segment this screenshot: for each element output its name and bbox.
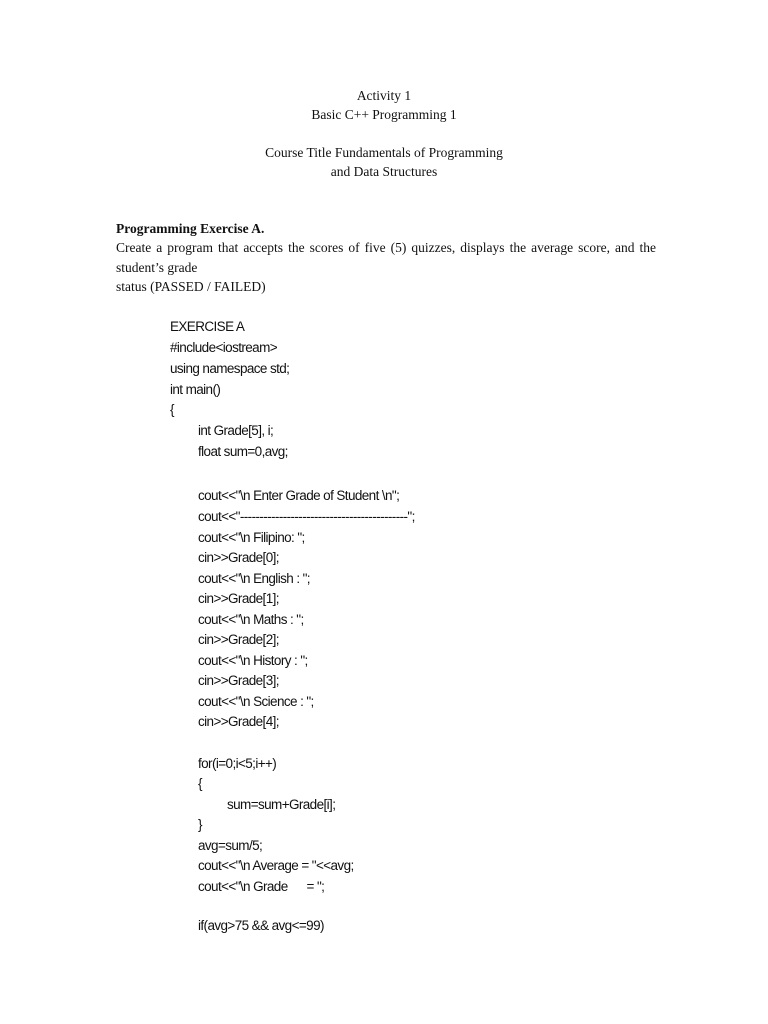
code-line: cout<<"\n Science : "; (198, 694, 314, 709)
exercise-heading: Programming Exercise A. (116, 221, 265, 236)
code-line: cout<<"\n Maths : "; (198, 612, 304, 627)
code-line: int Grade[5], i; (198, 423, 274, 438)
course-title-line-2: and Data Structures (330, 164, 438, 179)
code-line: cin>>Grade[1]; (198, 591, 279, 606)
code-line: cin>>Grade[2]; (198, 632, 279, 647)
code-line: cin>>Grade[3]; (198, 673, 279, 688)
activity-subtitle: Basic C++ Programming 1 (311, 107, 457, 122)
code-line: cout<<"\n History : "; (198, 653, 308, 668)
code-title: EXERCISE A (170, 319, 245, 334)
code-line: } (198, 817, 202, 832)
code-line: cout<<"-------------------------------------------"; (198, 509, 415, 524)
exercise-description-line-1: Create a program that accepts the scores of five (5) quizzes, displays the average score, and the (116, 240, 656, 255)
code-line: int main() (170, 382, 221, 397)
code-line: { (170, 402, 174, 417)
code-line: cout<<"\n Filipino: "; (198, 530, 305, 545)
activity-title: Activity 1 (356, 88, 412, 103)
code-line: cout<<"\n Average = "<<avg; (198, 858, 354, 873)
exercise-description-line-3: status (PASSED / FAILED) (116, 279, 266, 294)
course-title-line-1: Course Title Fundamentals of Programming (265, 145, 503, 160)
code-line: cout<<"\n English : "; (198, 571, 310, 586)
code-line: cin>>Grade[0]; (198, 550, 279, 565)
code-line: avg=sum/5; (198, 838, 263, 853)
exercise-description-line-2: student’s grade (116, 260, 198, 275)
code-line: for(i=0;i<5;i++) (198, 756, 277, 771)
code-line: cout<<"\n Enter Grade of Student \n"; (198, 488, 400, 503)
code-line: float sum=0,avg; (198, 444, 288, 459)
code-line: sum=sum+Grade[i]; (227, 797, 336, 812)
code-line: if(avg>75 && avg<=99) (198, 918, 324, 933)
code-line: cout<<"\n Grade = "; (198, 879, 325, 894)
code-line: { (198, 776, 202, 791)
code-line: #include<iostream> (170, 340, 278, 355)
code-line: cin>>Grade[4]; (198, 714, 279, 729)
code-line: using namespace std; (170, 361, 290, 376)
